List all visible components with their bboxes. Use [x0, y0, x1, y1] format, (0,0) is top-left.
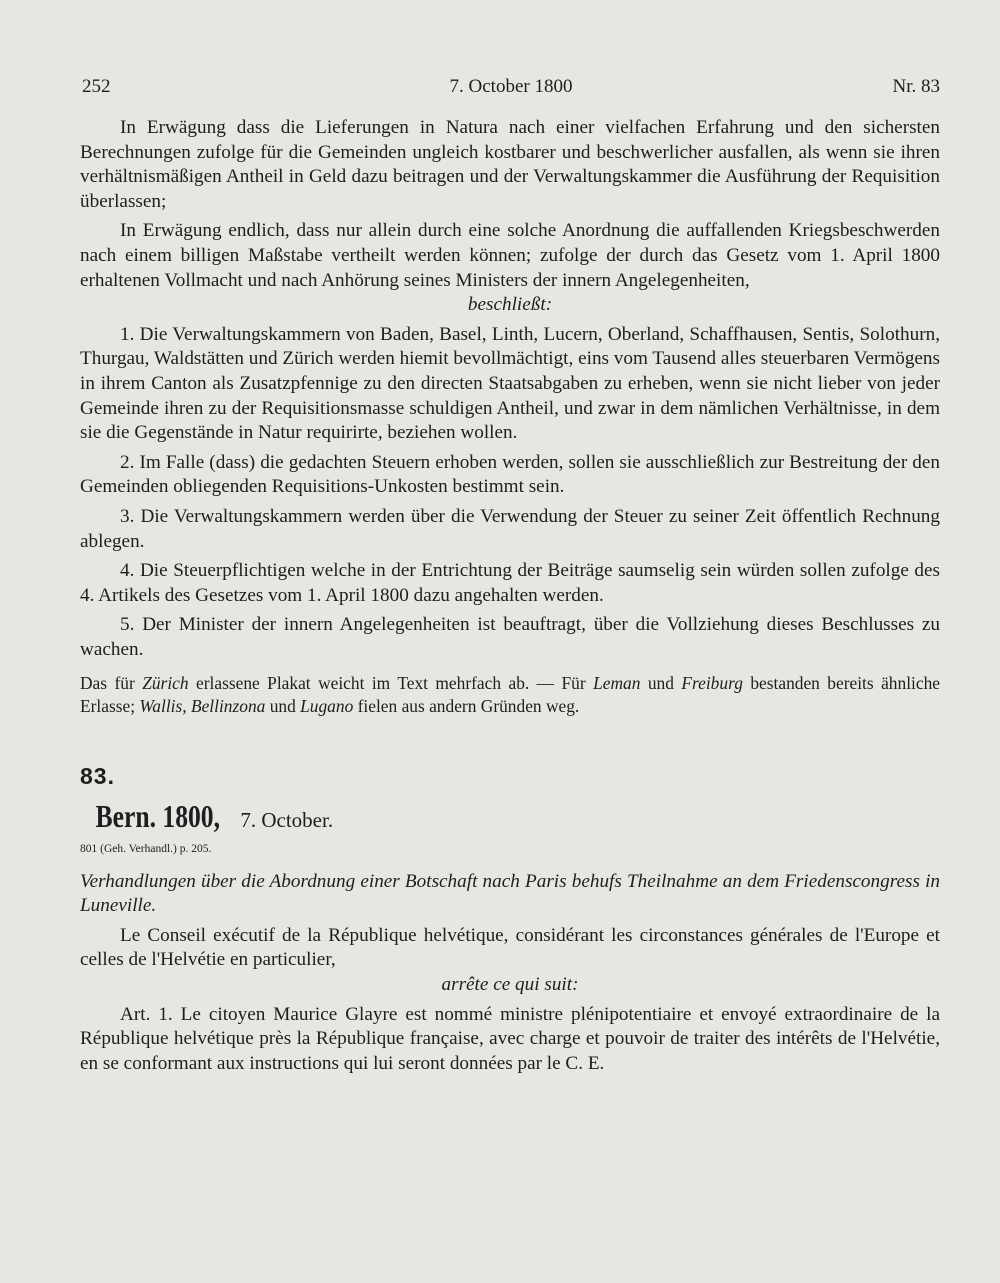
article-4: 4. Die Steuerpflichtigen welche in der Entrichtung der Beiträge saumselig sein würden sollen zufolge des 4. Artikels des Gesetzes vom 1. April 1800 dazu angehalten werden. — [80, 560, 940, 606]
article-2: 2. Im Falle (dass) die gedachten Steuern erhoben werden, sollen sie ausschließlich zur Bestreitung der den Gemeinden obliegenden Requisitions-Unkosten bestimmt sein. — [80, 451, 940, 498]
page-body — [80, 116, 940, 1076]
place-lugano: Lugano — [300, 696, 354, 717]
dateline-place-year: Bern. 1800, — [95, 798, 220, 835]
document-summary: Verhandlungen über die Abordnung einer Botschaft nach Paris behufs Theilnahme an dem Friedenscongress in Luneville. — [80, 870, 940, 917]
french-article-1: Art. 1. Le citoyen Maurice Glayre est nommé ministre plénipotentiaire et envoyé extraordinaire de la République helvétique près la République française, avec charge et pouvoir de traiter des intérêts de l'Helvétie, en se conformant aux instructions qui lui seront données par le C. E. — [80, 1003, 940, 1074]
place-wallis-bellinzona: Wallis, Bellinzona — [139, 696, 266, 717]
paragraph-considering-2: In Erwägung endlich, dass nur allein durch eine solche Anordnung die auffallenden Kriegsbeschwerden nach einem billigen Maßstabe vertheilt werden können; zufolge der durch das Gesetz vom 1. April 1800 erhaltenen Vollmacht und nach Anhörung seines Ministers der innern Angelegenheiten, — [80, 220, 940, 291]
article-3: 3. Die Verwaltungskammern werden über die Verwendung der Steuer zu seiner Zeit öffentlich Rechnung ablegen. — [80, 505, 940, 552]
place-zurich: Zürich — [142, 673, 189, 694]
article-5: 5. Der Minister der innern Angelegenheiten ist beauftragt, über die Vollziehung dieses Beschlusses zu wachen. — [80, 614, 940, 660]
french-intro: Le Conseil exécutif de la République helvétique, considérant les circonstances générales de l'Europe et celles de l'Helvétie en particulier, — [80, 924, 940, 971]
paragraph-considering-1: In Erwägung dass die Lieferungen in Natura nach einer vielfachen Erfahrung und den sichersten Berechnungen zufolge für die Gemeinden ungleich kostbarer und beschwerlicher ausfallen, als wenn sie ihren verhältnismäßigen Antheil in Geld dazu beitragen und der Verwaltungskammer die Ausführung der Requisition überlassen; — [80, 117, 940, 212]
resolution-heading: beschließt: — [467, 294, 553, 316]
page-number: 252 — [82, 76, 111, 97]
source-reference: 801 (Geh. Verhandl.) p. 205. — [80, 843, 212, 856]
header-date: 7. October 1800 — [449, 76, 573, 97]
french-decree-heading: arrête ce qui suit: — [441, 974, 579, 996]
place-freiburg: Freiburg — [681, 673, 743, 694]
document-reference: Nr. 83 — [892, 76, 940, 97]
place-leman: Leman — [593, 673, 641, 694]
document-number: 83. — [80, 763, 115, 790]
document-dateline — [80, 799, 940, 839]
editorial-note: Das für Zürich erlassene Plakat weicht im Text mehrfach ab. — Für Leman und Freiburg bestanden bereits ähnliche Erlasse; Wallis, Bellinzona und Lugano fielen aus andern Gründen weg. — [80, 673, 940, 717]
running-header — [82, 76, 940, 102]
dateline-day-month: 7. October. — [240, 808, 334, 833]
article-1: 1. Die Verwaltungskammern von Baden, Basel, Linth, Lucern, Oberland, Schaffhausen, Sentis, Solothurn, Thurgau, Waldstätten und Zürich werden hiemit bevollmächtigt, eins vom Tausend alles steuerbaren Vermögens in ihrem Canton als Zusatzpfennige zu den directen Staatsabgaben zu erheben, wenn sie nicht lieber von jeder Gemeinde ihren zu der Requisitionsmasse schuldigen Antheil, und zwar in dem nämlichen Verhältnisse, in dem sie die Gegenstände in Natur requirirte, beziehen wollen. — [80, 323, 940, 444]
